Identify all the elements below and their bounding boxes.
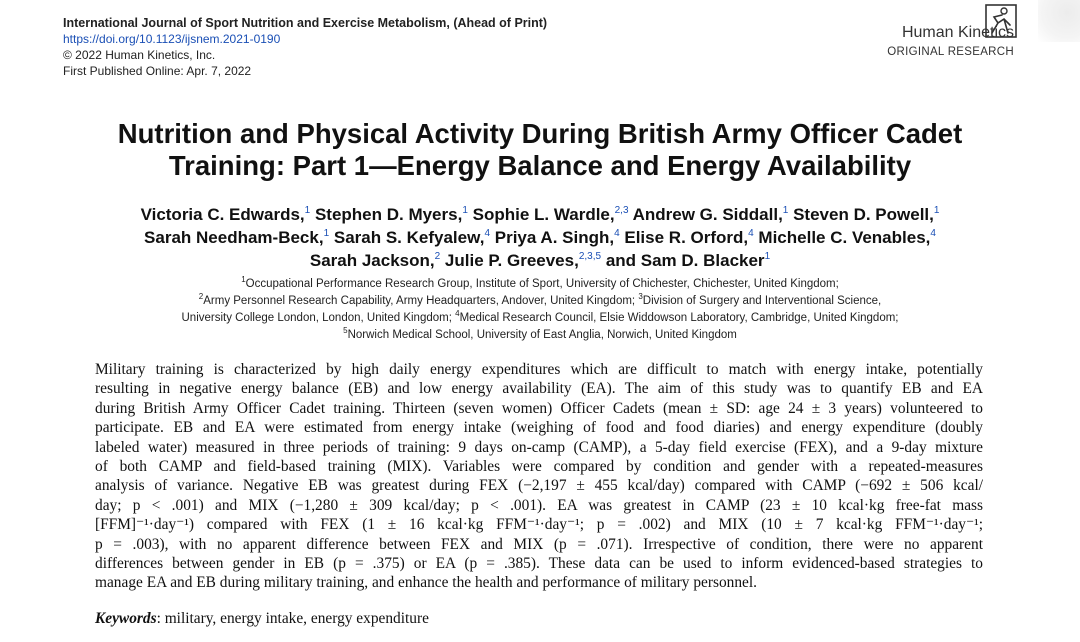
abstract-line: during British Army Officer Cadet training. Thirteen (seven women) Officer Cadets (mean ± SD: age 24 ± 3 years) volunteered to	[95, 399, 983, 417]
affiliation-number: 4	[455, 309, 460, 318]
author-name: Andrew G. Siddall,	[632, 205, 783, 224]
author-line	[60, 249, 1020, 272]
author-name: Sarah S. Kefyalew,	[333, 228, 485, 247]
keywords-label: Keywords	[95, 610, 157, 627]
author-name: Julie P. Greeves,	[444, 251, 579, 270]
publisher-name: Human Kinetics	[901, 24, 1014, 41]
title-line: Training: Part 1—Energy Balance and Energy Availability	[168, 150, 912, 181]
author-line	[60, 203, 1020, 226]
abstract-line: manage EA and EB during military training, and enhance the health and performance of military personnel.	[95, 574, 757, 592]
author-name: Sophie L. Wardle,	[472, 205, 615, 224]
affiliation-line	[60, 327, 1020, 344]
affiliation-number: 2	[198, 292, 204, 301]
author-name: Priya A. Singh,	[494, 228, 615, 247]
publication-date: First Published Online: Apr. 7, 2022	[63, 64, 252, 78]
affiliation-number: 1	[241, 275, 246, 284]
abstract-line: differences between gender in EB (p = .375) or EA (p = .385). These data can be used to inform evidenced-based strategies to	[95, 555, 983, 573]
abstract	[95, 360, 983, 593]
affiliation-number: 3	[638, 292, 643, 301]
author-name: Steven D. Powell,	[793, 205, 934, 224]
author-list	[60, 203, 1020, 272]
keywords	[95, 610, 429, 628]
journal-name: International Journal of Sport Nutrition and Exercise Metabolism, (Ahead of Print)	[63, 16, 548, 30]
affiliation-ref[interactable]: 4	[484, 228, 490, 239]
affiliation-text: Occupational Performance Research Group, Institute of Sport, University of Chichester, Chichester, United Kingdom;	[245, 278, 839, 290]
abstract-line: of both CAMP and field-based training (MIX). Variables were compared by condition and gender with a repeated-measures	[95, 458, 983, 476]
affiliation-list	[60, 276, 1020, 344]
affiliation-ref[interactable]: 2,3,5	[578, 251, 602, 262]
affiliation-text: University College London, London, United Kingdom;	[181, 312, 456, 324]
abstract-line: participate. EB and EA were estimated from energy intake (weighing of food and food diaries) and energy expenditure (doubly	[95, 419, 983, 437]
keywords-values: : military, energy intake, energy expenditure	[156, 610, 429, 627]
author-name: Stephen D. Myers,	[314, 205, 463, 224]
author-line	[60, 226, 1020, 249]
affiliation-ref[interactable]: 1	[304, 205, 311, 216]
affiliation-ref[interactable]: 4	[930, 228, 936, 239]
affiliation-ref[interactable]: 1	[323, 228, 330, 239]
affiliation-ref[interactable]: 4	[748, 228, 754, 239]
affiliation-text: Medical Research Council, Elsie Widdowson Laboratory, Cambridge, United Kingdom;	[459, 312, 899, 324]
author-name: Victoria C. Edwards,	[140, 205, 305, 224]
publisher-block	[887, 24, 1014, 58]
affiliation-ref[interactable]: 4	[614, 228, 620, 239]
author-name: Elise R. Orford,	[624, 228, 749, 247]
affiliation-ref[interactable]: 1	[782, 205, 789, 216]
page-corner-shadow	[1038, 0, 1080, 42]
affiliation-text: Army Personnel Research Capability, Army Headquarters, Andover, United Kingdom;	[203, 295, 639, 307]
affiliation-number: 5	[343, 326, 348, 335]
abstract-line: labeled water) measured in three periods of training: 9 days on-camp (CAMP), a 5-day field exercise (FEX), and a 9-day mixture	[95, 438, 983, 456]
abstract-line: resulting in negative energy balance (EB) and low energy availability (EA). The aim of this study was to quantify EB and EA	[95, 380, 983, 398]
abstract-line: Military training is characterized by high daily energy expenditures which are difficult to match with energy intake, potentially	[95, 361, 983, 378]
affiliation-ref[interactable]: 1	[764, 251, 771, 262]
affiliation-line	[60, 293, 1020, 310]
author-name: Sarah Needham-Beck,	[144, 228, 324, 247]
affiliation-ref[interactable]: 1	[462, 205, 468, 216]
abstract-line: p = .003), with no apparent difference between FEX and MIX (p = .071). Irrespective of condition, there were no apparent	[95, 535, 983, 553]
affiliation-ref[interactable]: 2	[434, 251, 441, 262]
article-type: ORIGINAL RESEARCH	[887, 46, 1014, 58]
affiliation-text: Division of Surgery and Interventional Science,	[642, 295, 882, 307]
author-name: Michelle C. Venables,	[758, 228, 931, 247]
copyright-line: © 2022 Human Kinetics, Inc.	[63, 48, 216, 62]
title-line: Nutrition and Physical Activity During British Army Officer Cadet	[117, 118, 963, 149]
abstract-line: analysis of variance. Negative EB was greatest during FEX (−2,197 ± 455 kcal/day) compared with CAMP (−692 ± 506 kcal/	[95, 477, 983, 495]
affiliation-line	[60, 310, 1020, 327]
affiliation-text: Norwich Medical School, University of East Anglia, Norwich, United Kingdom	[347, 329, 737, 341]
doi-link[interactable]: https://doi.org/10.1123/ijsnem.2021-0190	[63, 32, 281, 46]
article-header	[63, 15, 547, 79]
abstract-line: [FFM]⁻¹·day⁻¹) compared with FEX (1 ± 16 kcal·kg FFM⁻¹·day⁻¹; p = .002) and MIX (10 ± 7 kcal·kg FFM⁻¹·day⁻¹;	[95, 516, 983, 534]
abstract-line: day; p < .001) and MIX (−1,280 ± 309 kcal/day; p < .001). EA was greatest in CAMP (23 ± 10 kcal·kg free-fat mass	[95, 496, 983, 514]
affiliation-line	[60, 276, 1020, 293]
author-name: and Sam D. Blacker	[605, 251, 765, 270]
article-title	[40, 118, 1040, 182]
affiliation-ref[interactable]: 1	[933, 205, 940, 216]
affiliation-ref[interactable]: 2,3	[614, 205, 629, 216]
author-name: Sarah Jackson,	[309, 251, 435, 270]
